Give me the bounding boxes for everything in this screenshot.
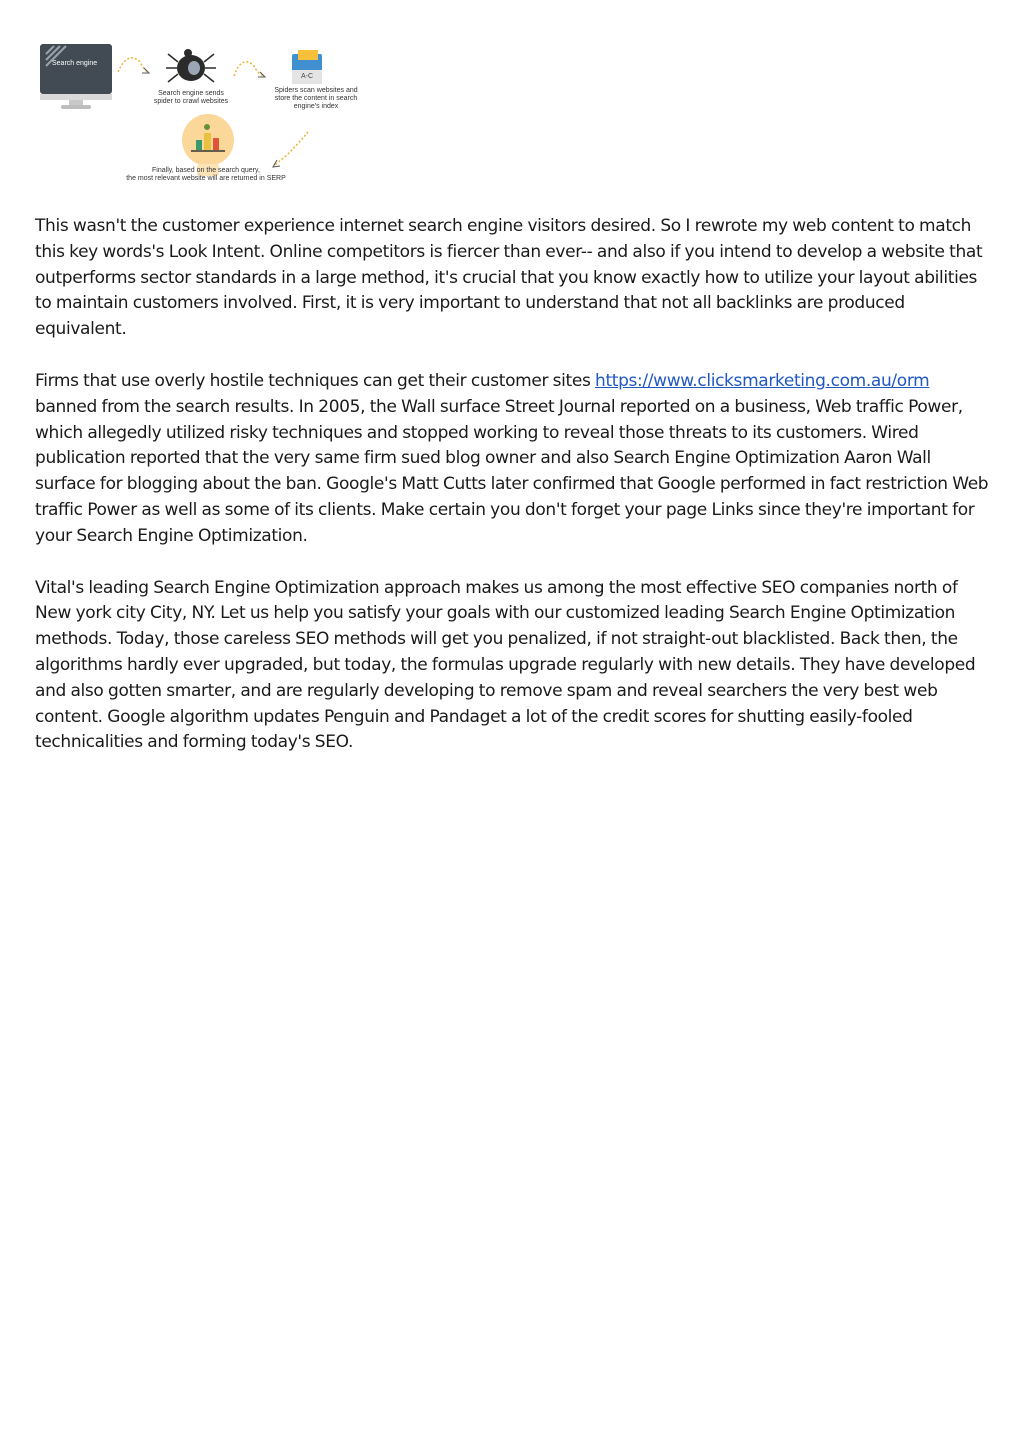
monitor-screen-label: Search engine (52, 60, 98, 67)
paragraph-1: This wasn't the customer experience internet search engine visitors desired. So I rewrote my web content to match this key words's Look Intent. Online competitors is fiercer than ever-- and also if you intend to develop a website that outperforms sector standards in a large method, it's crucial that you know exactly how to utilize your layout abilities to maintain customers involved. First, it is very important to understand that not all backlinks are produced equivalent. (35, 216, 983, 340)
seo-process-diagram (36, 40, 376, 190)
monitor-icon (40, 44, 112, 109)
paragraph-2-intro: Firms that use overly hostile techniques can get their customer sites (35, 370, 596, 391)
folder-label: A-C (300, 73, 314, 80)
paragraph-2 (35, 369, 995, 550)
clicksmarketing-link[interactable]: https://www.clicksmarketing.com.au/orm (595, 370, 930, 391)
spider-caption: Search engine sends spider to crawl websites (153, 90, 229, 105)
article-body (35, 214, 995, 782)
arrow-icon (118, 58, 148, 72)
arrow-icon (234, 62, 264, 76)
paragraph-2-rest: banned from the search results. In 2005, the Wall surface Street Journal reported on a business, Web traffic Power, which allegedly utilized risky techniques and stopped working to reveal those threats to its customers. Wired publication reported that the very same firm sued blog owner and also Search Engine Optimization Aaron Wall surface for blogging about the ban. Google's Matt Cutts later confirmed that Google performed in fact restriction Web traffic Power as well as some of its clients. Make certain you don't forget your page Links since they're important for your Search Engine Optimization. (35, 396, 989, 546)
paragraph-3: Vital's leading Search Engine Optimization approach makes us among the most effective SEO companies north of New york city City, NY. Let us help you satisfy your goals with our customized leading Search Engine Optimization methods. Today, those careless SEO methods will get you penalized, if not straight-out blacklisted. Back then, the algorithms hardly ever upgraded, but today, the formulas upgrade regularly with new details. They have developed and also gotten smarter, and are regularly developing to remove spam and reveal searchers the very best web content. Google algorithm updates Penguin and Pandaget a lot of the credit scores for shutting easily-fooled technicalities and forming today's SEO. (35, 577, 976, 753)
spider-icon (166, 49, 216, 82)
serp-caption: Finally, based on the search query, the most relevant website will are returned in SERP (126, 167, 286, 182)
index-caption: Spiders scan websites and store the content in search engine's index (274, 87, 358, 110)
arrow-icon (274, 132, 308, 166)
